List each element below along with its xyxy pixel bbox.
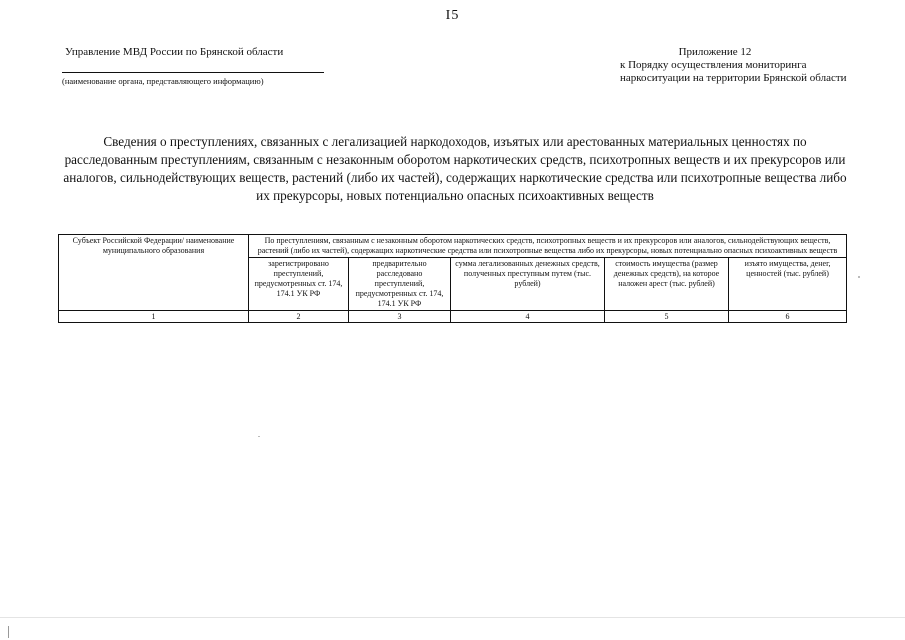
subheader-cell-arrested-property: стоимость имущества (размер денежных средств), на которое наложен арест (тыс. рублей): [605, 258, 729, 311]
organization-name: Управление МВД России по Брянской области: [65, 46, 284, 58]
appendix-title: Приложение 12: [678, 46, 752, 58]
page-number: I5: [445, 8, 460, 23]
column-number: 3: [349, 311, 451, 323]
column-number: 6: [729, 311, 847, 323]
column-number: 5: [605, 311, 729, 323]
scan-edge-mark: [8, 626, 9, 638]
scan-speck: [858, 276, 860, 278]
subheader-cell-laundered-sum: сумма легализованных денежных средств, полученных преступным путем (тыс. рублей): [451, 258, 605, 311]
organization-caption: (наименование органа, представляющего информацию): [62, 76, 264, 86]
scan-speck: [258, 436, 260, 437]
appendix-text: к Порядку осуществления мониторинга наркоситуации на территории Брянской области: [620, 59, 847, 84]
document-title: Сведения о преступлениях, связанных с легализацией наркодоходов, изъятых или арестованных материальных ценностях по расследованным преступлениям, связанным с незаконным оборотом наркотических средств, психотропных веществ и их прекурсоров или аналогов, сильнодействующих веществ, растений (либо их частей), содержащих наркотические средства или психотропные вещества либо их прекурсоры, новых потенциально опасных психоактивных веществ: [63, 134, 847, 203]
column-number: 4: [451, 311, 605, 323]
subheader-cell-investigated: предварительно расследовано преступлений, предусмотренных ст. 174, 174.1 УК РФ: [349, 258, 451, 311]
header-cell-group: По преступлениям, связанным с незаконным оборотом наркотических средств, психотропных веществ и их прекурсоров или аналогов, сильнодействующих веществ, растений (либо их частей), содержащих наркотические средства или психотропные вещества либо их прекурсоры, новых потенциально опасных психоактивных веществ: [249, 235, 847, 258]
table-header-row: [59, 235, 847, 258]
appendix-block: [620, 46, 850, 85]
subheader-cell-registered: зарегистрировано преступлений, предусмотренных ст. 174, 174.1 УК РФ: [249, 258, 349, 311]
organization-underline: [62, 72, 324, 73]
column-number: 1: [59, 311, 249, 323]
report-table: [58, 234, 847, 323]
column-number-row: [59, 311, 847, 323]
scan-edge-line: [0, 617, 905, 618]
subheader-cell-seized-property: изъято имущества, денег, ценностей (тыс. рублей): [729, 258, 847, 311]
column-number: 2: [249, 311, 349, 323]
header-cell-subject: Субъект Российской Федерации/ наименование муниципального образования: [59, 235, 249, 311]
